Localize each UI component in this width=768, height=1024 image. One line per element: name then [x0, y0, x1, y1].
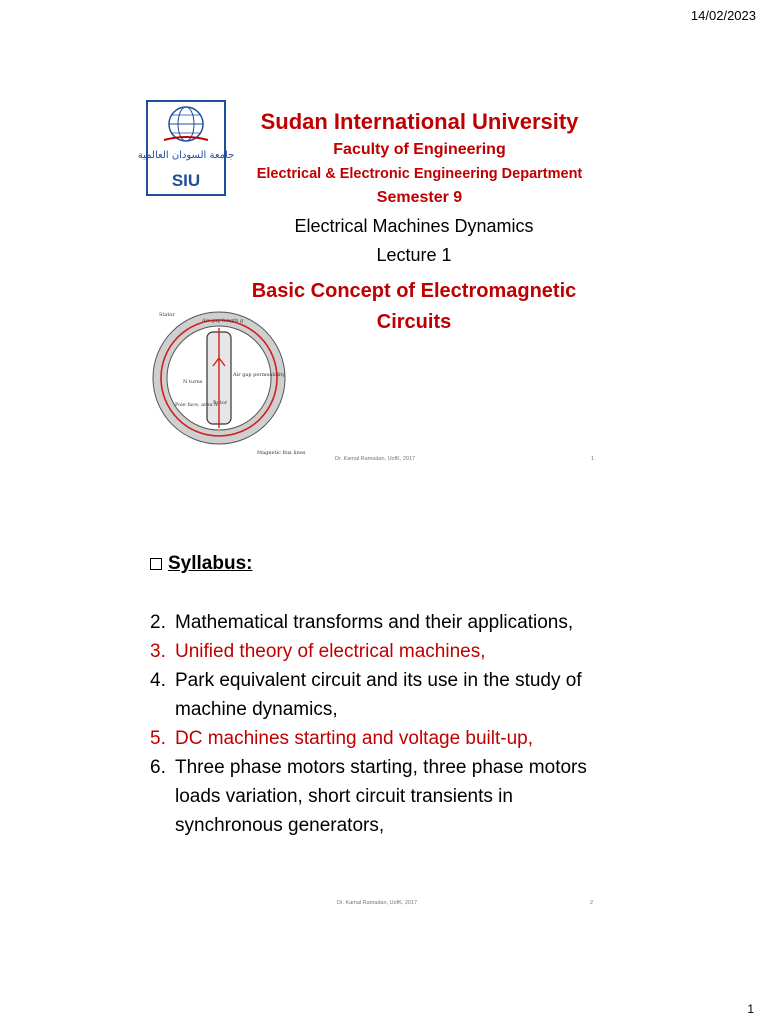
- lecture-topic-line2: Circuits: [376, 311, 452, 333]
- list-item: 3. Unified theory of electrical machines,: [150, 641, 486, 662]
- university-name: Sudan International University: [260, 109, 579, 134]
- list-item: 6. Three phase motors starting, three phase motors loads variation, short circuit transients in synchronous generators,: [150, 757, 587, 836]
- svg-text:N turns: N turns: [183, 379, 203, 385]
- slide2-number: 2: [590, 900, 594, 906]
- course-title: Electrical Machines Dynamics: [294, 216, 534, 236]
- university-logo: [137, 100, 235, 196]
- page-number: 1: [747, 1002, 754, 1016]
- lecture-topic-line1: Basic Concept of Electromagnetic: [251, 280, 577, 302]
- slide1-footer: Dr. Kamal Ramadan, UofK, 2017: [335, 456, 416, 462]
- checkbox-bullet-icon: [150, 558, 162, 570]
- syllabus-heading: [150, 553, 252, 575]
- print-date: 14/02/2023: [690, 8, 756, 23]
- faculty-name: Faculty of Engineering: [333, 141, 506, 158]
- syllabus-label: Syllabus:: [168, 553, 253, 574]
- svg-text:Magnetic flux lines: Magnetic flux lines: [257, 450, 306, 456]
- svg-text:جامعة السودان العالمية: جامعة السودان العالمية: [137, 150, 235, 161]
- slide2-footer: Dr. Kamal Ramadan, UofK, 2017: [337, 900, 418, 906]
- syllabus-list: [150, 608, 610, 840]
- magnetic-circuit-diagram: [147, 306, 306, 471]
- semester: Semester 9: [376, 189, 463, 206]
- department-name: Electrical & Electronic Engineering Department: [256, 166, 583, 182]
- svg-text:Air gap permeability: Air gap permeability: [233, 372, 286, 378]
- svg-text:Air gap length g: Air gap length g: [202, 318, 244, 324]
- svg-text:Stator: Stator: [159, 312, 175, 318]
- svg-text:SIU: SIU: [171, 171, 201, 190]
- lecture-number: Lecture 1: [376, 245, 452, 265]
- list-item: 2. Mathematical transforms and their applications,: [150, 612, 574, 633]
- list-item: 5. DC machines starting and voltage built-up,: [150, 728, 534, 749]
- svg-text:Pole face, area A: Pole face, area A: [175, 402, 218, 408]
- list-item: 4. Park equivalent circuit and its use in the study of machine dynamics,: [150, 670, 582, 720]
- slide1-number: 1: [591, 456, 595, 462]
- svg-text:Rotor: Rotor: [213, 400, 228, 406]
